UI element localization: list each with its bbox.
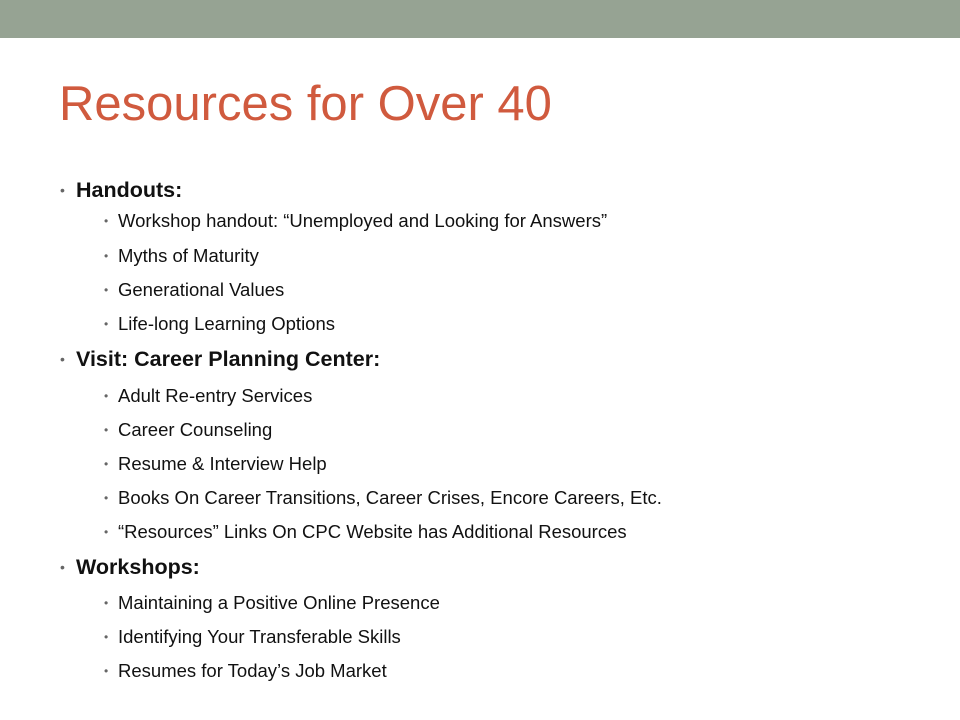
section-heading — [60, 175, 182, 205]
list-item-text: Books On Career Transitions, Career Crises, Encore Careers, Etc. — [118, 487, 662, 508]
list-item — [104, 277, 285, 303]
section-heading-text: Visit: Career Planning Center: — [76, 346, 381, 371]
list-item-text: “Resources” Links On CPC Website has Additional Resources — [118, 521, 627, 542]
list-item — [104, 590, 440, 616]
list-item-text: Workshop handout: “Unemployed and Looking for Answers” — [118, 210, 608, 231]
list-item — [104, 485, 662, 511]
list-item-text: Adult Re-entry Services — [118, 385, 313, 406]
section-heading — [60, 552, 200, 582]
slide-title: Resources for Over 40 — [59, 77, 552, 131]
bullet-icon: • — [104, 283, 109, 297]
bullet-icon: • — [104, 457, 109, 471]
list-item-text: Resume & Interview Help — [118, 453, 327, 474]
list-item-text: Generational Values — [118, 279, 285, 300]
list-item — [104, 624, 401, 650]
section-heading-text: Workshops: — [76, 554, 200, 579]
list-item-text: Resumes for Today’s Job Market — [118, 660, 387, 681]
list-item — [104, 243, 259, 269]
bullet-icon: • — [104, 389, 109, 403]
list-item — [104, 383, 313, 409]
bullet-icon: • — [104, 249, 109, 263]
list-item-text: Maintaining a Positive Online Presence — [118, 592, 440, 613]
list-item — [104, 451, 327, 477]
list-item — [104, 658, 387, 684]
bullet-icon: • — [104, 491, 109, 505]
bullet-icon: • — [104, 214, 109, 228]
bullet-icon: • — [104, 525, 109, 539]
section-heading-text: Handouts: — [76, 177, 183, 202]
bullet-icon: • — [60, 182, 65, 198]
bullet-icon: • — [104, 664, 109, 678]
list-item — [104, 208, 608, 234]
list-item — [104, 417, 273, 443]
bullet-icon: • — [60, 559, 65, 575]
list-item-text: Identifying Your Transferable Skills — [118, 626, 401, 647]
bullet-icon: • — [104, 423, 109, 437]
list-item — [104, 519, 627, 545]
bullet-icon: • — [104, 317, 109, 331]
list-item-text: Career Counseling — [118, 419, 273, 440]
bullet-icon: • — [104, 596, 109, 610]
list-item-text: Life-long Learning Options — [118, 313, 336, 334]
bullet-icon: • — [60, 351, 65, 367]
bullet-icon: • — [104, 630, 109, 644]
list-item — [104, 311, 336, 337]
list-item-text: Myths of Maturity — [118, 245, 259, 266]
section-heading — [60, 344, 380, 374]
